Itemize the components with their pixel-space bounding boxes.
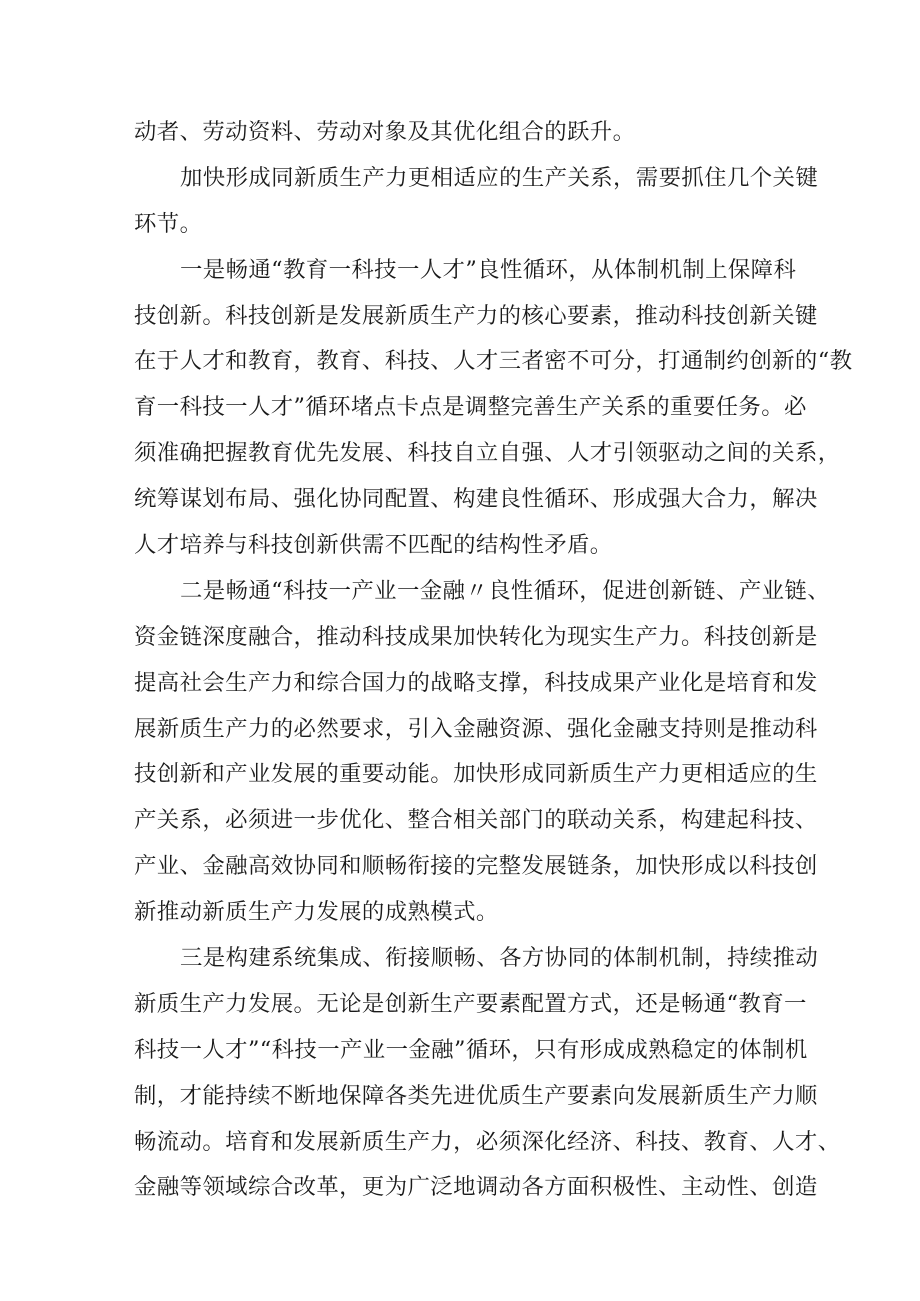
text-line: 须准确把握教育优先发展、科技自立自强、人才引领驱动之间的关系， xyxy=(134,440,841,467)
text-line: 新质生产力发展。无论是创新生产要素配置方式，还是畅通“教育一 xyxy=(134,990,807,1017)
text-line: 环节。 xyxy=(134,210,203,237)
text-line: 三是构建系统集成、衔接顺畅、各方协同的体制机制，持续推动 xyxy=(180,945,819,972)
text-line: 金融等领域综合改革，更为广泛地调动各方面积极性、主动性、创造 xyxy=(134,1174,818,1201)
text-line: 一是畅通“教育一科技一人才”良性循环，从体制机制上保障科 xyxy=(180,256,797,283)
text-line: 动者、劳动资料、劳动对象及其优化组合的跃升。 xyxy=(134,119,636,145)
text-line: 产业、金融高效协同和顺畅衔接的完整发展链条，加快形成以科技创 xyxy=(134,853,818,880)
text-line: 育一科技一人才”循环堵点卡点是调整完善生产关系的重要任务。必 xyxy=(134,394,807,421)
text-line: 产关系，必须进一步优化、整合相关部门的联动关系，构建起科技、 xyxy=(134,807,818,834)
text-line: 提高社会生产力和综合国力的战略支撑，科技成果产业化是培育和发 xyxy=(134,669,818,696)
text-line: 在于人才和教育，教育、科技、人才三者密不可分，打通制约创新的“教 xyxy=(134,348,853,375)
text-line: 展新质生产力的必然要求，引入金融资源、强化金融支持则是推动科 xyxy=(134,715,818,742)
body-text xyxy=(134,113,853,1214)
text-line: 资金链深度融合，推动科技成果加快转化为现实生产力。科技创新是 xyxy=(134,623,818,650)
text-line: 加快形成同新质生产力更相适应的生产关系，需要抓住几个关键 xyxy=(180,164,819,191)
text-line: 畅流动。培育和发展新质生产力，必须深化经济、科技、教育、人才、 xyxy=(134,1128,841,1155)
text-line: 二是畅通“科技一产业一金融〃良性循环，促进创新链、产业链、 xyxy=(180,577,830,604)
text-line: 技创新和产业发展的重要动能。加快形成同新质生产力更相适应的生 xyxy=(134,761,818,788)
text-line: 科技一人才”“科技一产业一金融”循环，只有形成成熟稳定的体制机 xyxy=(134,1036,808,1063)
text-line: 统筹谋划布局、强化协同配置、构建良性循环、形成强大合力，解决 xyxy=(134,486,818,513)
text-line: 新推动新质生产力发展的成熟模式。 xyxy=(134,899,499,926)
text-line: 技创新。科技创新是发展新质生产力的核心要素，推动科技创新关键 xyxy=(134,302,818,329)
text-line: 制，才能持续不断地保障各类先进优质生产要素向发展新质生产力顺 xyxy=(134,1082,818,1109)
text-line: 人才培养与科技创新供需不匹配的结构性矛盾。 xyxy=(134,532,613,559)
